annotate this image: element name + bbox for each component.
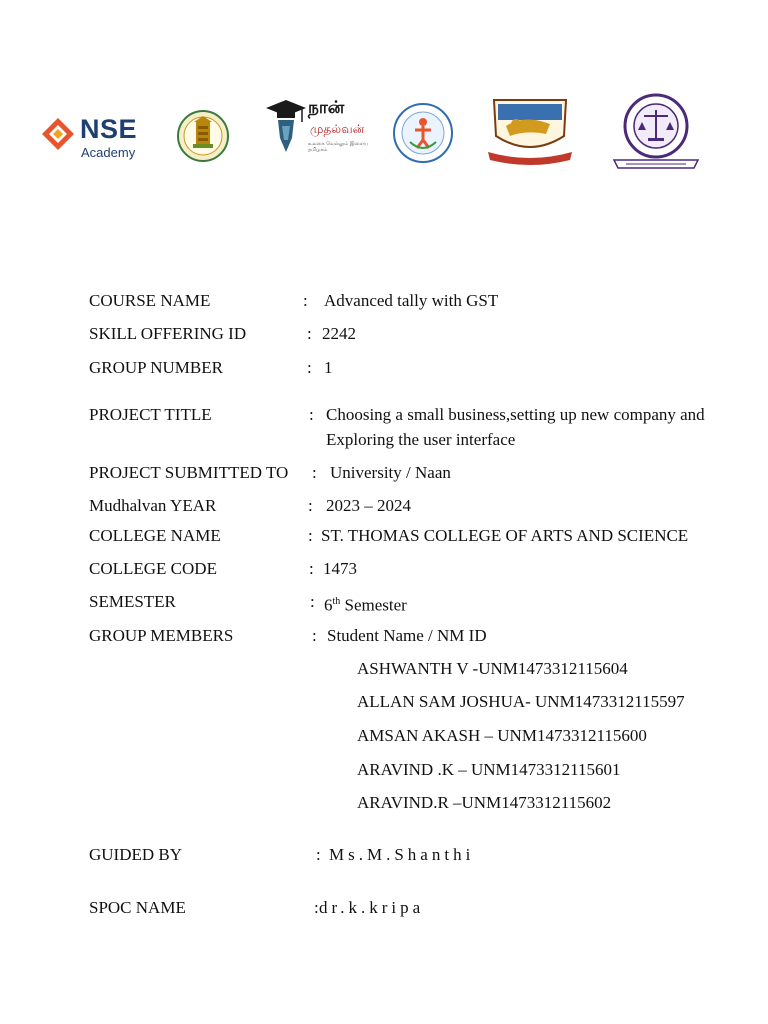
group-number-value: 1 [324, 358, 333, 377]
course-name-label: COURSE NAME [89, 291, 211, 310]
member-entry: ALLAN SAM JOSHUA- UNM1473312115597 [357, 692, 685, 711]
mudhalvan-year-value: 2023 – 2024 [326, 496, 411, 515]
separator: : [307, 324, 312, 343]
skill-offering-id-label: SKILL OFFERING ID [89, 324, 247, 343]
project-submitted-to-value: University / Naan [330, 463, 451, 482]
member-entry: ASHWANTH V -UNM1473312115604 [357, 659, 628, 678]
project-title-value-line1: Choosing a small business,setting up new company and [326, 405, 705, 424]
spoc-name-value: dr.k.kripa [319, 898, 425, 917]
college-name-value: ST. THOMAS COLLEGE OF ARTS AND SCIENCE [321, 526, 689, 545]
semester-label: SEMESTER [89, 592, 176, 611]
nse-academy-label: Academy [81, 145, 136, 160]
naan-title: நான் [308, 98, 345, 118]
semester-word: Semester [344, 595, 407, 615]
member-entry: ARAVIND .K – UNM1473312115601 [357, 760, 621, 779]
project-title-value-line2: Exploring the user interface [326, 430, 516, 449]
project-submitted-to-label: PROJECT SUBMITTED TO [89, 463, 289, 482]
separator: : [312, 463, 317, 482]
group-members-label: GROUP MEMBERS [89, 626, 234, 645]
college-name-label: COLLEGE NAME [89, 526, 221, 545]
separator: : [309, 559, 314, 578]
skill-offering-id-value: 2242 [322, 324, 356, 343]
member-entry: ARAVIND.R –UNM1473312115602 [357, 793, 612, 812]
separator: : [312, 626, 317, 645]
separator: : [310, 592, 315, 611]
mudhalvan-year-label: Mudhalvan YEAR [89, 496, 217, 515]
semester-suffix: th [332, 596, 341, 607]
guided-by-value: Ms.M.Shanthi [329, 845, 475, 864]
separator: : [308, 526, 313, 545]
semester-number: 6 [324, 595, 333, 615]
separator: : [307, 358, 312, 377]
separator: : [316, 845, 321, 864]
separator: : [314, 898, 319, 917]
member-entry: AMSAN AKASH – UNM1473312115600 [357, 726, 647, 745]
semester-value [324, 592, 407, 616]
group-members-header: Student Name / NM ID [327, 626, 487, 645]
college-code-label: COLLEGE CODE [89, 559, 217, 578]
separator: : [308, 496, 313, 515]
separator: : [309, 405, 314, 424]
course-name-value: Advanced tally with GST [324, 291, 499, 310]
naan-tagline: உலகை வெல்லும் இளைய தமிழகம் [308, 141, 369, 153]
guided-by-label: GUIDED BY [89, 845, 183, 864]
mudhalvan-title: முதல்வன் [310, 122, 365, 136]
project-title-label: PROJECT TITLE [89, 405, 212, 424]
nse-wordmark: NSE [80, 114, 138, 144]
college-code-value: 1473 [323, 559, 357, 578]
spoc-name-label: SPOC NAME [89, 898, 186, 917]
group-number-label: GROUP NUMBER [89, 358, 223, 377]
separator: : [303, 291, 308, 310]
